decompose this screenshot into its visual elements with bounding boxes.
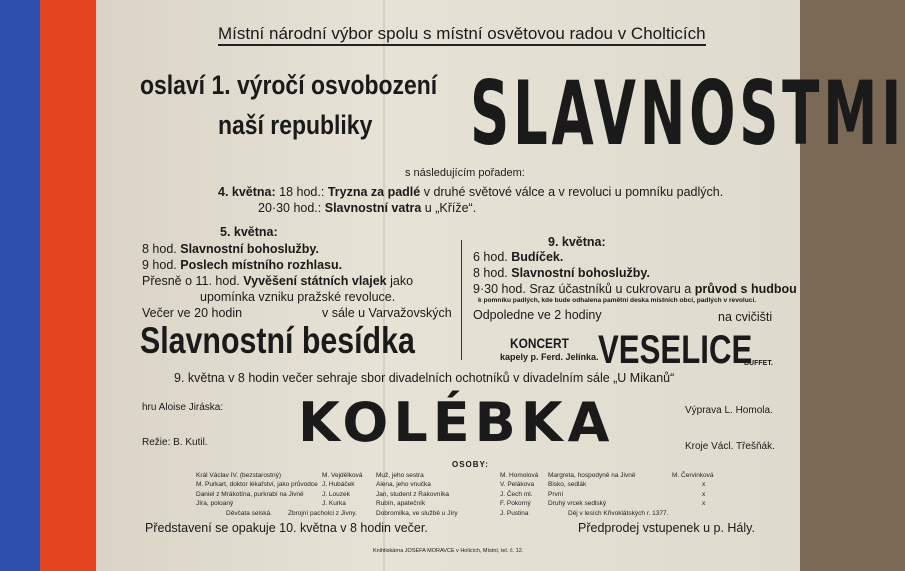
cast-role: Jíra, poloaný: [196, 500, 234, 508]
cast-col-3: [376, 471, 458, 518]
cast-role: Muž, jeho sestra: [376, 472, 424, 479]
veselice-title: VESELICE: [598, 328, 753, 372]
cast-actor: Zbrojní pacholci z Jivny.: [288, 509, 357, 517]
may9-line4: k pomníku padlých, kde bude odhalena pamětní deska místních obcí, padlých v revoluci.: [478, 297, 757, 304]
cast-actor: F. Pokorný: [500, 500, 531, 508]
may9-line2: [473, 267, 650, 280]
may4-time2: 20·30 hod.:: [258, 201, 322, 215]
may9-title3: průvod s hudbou: [694, 282, 797, 296]
cast-role: První: [548, 490, 564, 498]
may4-rest1: v druhé světové válce a v revoluci u pomníku padlých.: [423, 185, 724, 199]
may5-heading: 5. května:: [220, 225, 278, 239]
may5-venue: v sále u Varvažovských: [322, 306, 452, 320]
flag-blue-stripe: [0, 0, 40, 571]
cast-col-4: [500, 471, 538, 518]
play-author: hru Aloise Jiráska:: [142, 402, 224, 413]
cast-role: Daniel z Mrákotína, purkrabí na Jivně: [196, 490, 304, 498]
cast-role: Margreta, hospodyně na Jivně: [548, 472, 636, 479]
may5-time1: 8 hod.: [142, 242, 177, 256]
footer-repeat: Představení se opakuje 10. května v 8 hodin večer.: [145, 521, 428, 535]
may9-line1: [473, 251, 563, 264]
play-director: Režie: B. Kutil.: [142, 437, 208, 448]
cast-role: Alena, jeho vnučka: [376, 481, 431, 489]
may5-line1: [142, 243, 319, 256]
may5-rest3: jako: [390, 274, 414, 288]
koncert-label: KONCERT: [510, 335, 569, 351]
cast-heading: OSOBY:: [452, 460, 489, 469]
cast-col-5: [548, 471, 668, 518]
cast-col-6: [672, 471, 714, 509]
may5-title1: Slavnostní bohoslužby.: [180, 242, 319, 256]
may5-line2: [142, 259, 342, 272]
cast-actor: J. Hubáček: [322, 481, 355, 489]
cast-role: Bisko, sedlák: [548, 481, 587, 489]
cast-role: Rubín, apatečník: [376, 500, 426, 508]
flag-red-stripe: [40, 0, 96, 571]
footer-tickets: Předprodej vstupenek u p. Hály.: [578, 521, 755, 535]
cast-role: Děj v lesích Křivoklátských r. 1377.: [568, 509, 669, 517]
cast-actor: x: [702, 481, 706, 489]
may4-title2: Slavnostní vatra: [324, 201, 422, 215]
may9-title2: Slavnostní bohoslužby.: [511, 266, 650, 280]
may9-title1: Budíček.: [511, 250, 564, 264]
cast-actor: x: [702, 490, 706, 498]
may5-line4: upomínka vzniku pražské revoluce.: [200, 290, 396, 304]
cast-actor: V. Pelákova: [500, 481, 535, 489]
play-announcement: 9. května v 8 hodin večer sehraje sbor divadelních ochotníků v divadelním sále „U Mikanů“: [174, 371, 675, 385]
cast-actor: x: [702, 500, 706, 508]
cast-col-2: [288, 471, 363, 518]
cast-role: Dobromilka, ve službě u Jíry: [376, 509, 458, 517]
cast-role: Jan, student z Rakovníka: [376, 490, 449, 498]
may9-afternoon: Odpoledne ve 2 hodiny: [473, 308, 602, 322]
printer-imprint: Knihtiskárna JOSEFA MORAVCE v Holicích, Místní, tel. č. 12.: [373, 548, 524, 554]
may9-line3: [473, 283, 797, 296]
may9-time1: 6 hod.: [473, 250, 508, 264]
may9-place: na cvičišti: [718, 310, 773, 324]
cast-actor: M. Vejdělková: [322, 472, 363, 479]
cast-role: Druhý vrcek sedlský: [548, 500, 607, 508]
title-line-1: oslaví 1. výročí osvobození: [140, 70, 438, 100]
kapela-label: kapely p. Ferd. Jelínka.: [500, 352, 599, 362]
may4-time1: 18 hod.:: [279, 185, 325, 199]
cast-role: Děvčata selská.: [226, 509, 272, 517]
cast-role: M. Purkart, doktor lékařství, jako průvodce: [196, 481, 318, 489]
may9-heading: 9. května:: [548, 235, 606, 249]
play-costumes: Kroje Václ. Třešňák.: [685, 441, 775, 452]
may4-line1: [218, 186, 723, 199]
may9-rest3: Sraz účastníků u cukrovaru a: [529, 282, 692, 296]
may5-time3: Přesně o 11. hod.: [142, 274, 240, 288]
cast-actor: J. Louzek: [322, 490, 350, 498]
play-design: Výprava L. Homola.: [685, 405, 773, 416]
buffet-label: BUFFET.: [744, 360, 773, 367]
may5-evening: Večer ve 20 hodin: [142, 306, 243, 320]
may4-title1: Tryzna za padlé: [327, 185, 421, 199]
may4-rest2: u „Kříže“.: [424, 201, 477, 215]
play-title: KOLÉBKA: [298, 391, 615, 454]
cast-actor: J. Pustina: [500, 509, 529, 517]
may9-time2: 8 hod.: [473, 266, 508, 280]
cast-actor: M. Červinková: [672, 472, 714, 479]
may5-line3: [142, 275, 413, 288]
cast-actor: J. Kurka: [322, 500, 346, 508]
cast-actor: J. Čech ml.: [500, 490, 533, 498]
may5-title2: Poslech místního rozhlasu.: [180, 258, 343, 272]
title-big: SLAVNOSTMI: [470, 62, 905, 165]
cast-role: Král Václav IV. (bezstarostný): [196, 472, 282, 479]
title-line-2: naší republiky: [218, 110, 373, 140]
may9-time3: 9·30 hod.: [473, 282, 526, 296]
order-intro: s následujícím pořadem:: [405, 167, 525, 179]
may4-date: 4. května:: [218, 185, 276, 199]
organizer-header: Místní národní výbor spolu s místní osvětovou radou v Cholticích: [218, 25, 706, 46]
may5-time2: 9 hod.: [142, 258, 177, 272]
column-divider: [461, 240, 462, 360]
besidka-title: Slavnostní besídka: [140, 320, 415, 361]
may4-line2: [258, 202, 476, 215]
cast-actor: M. Homolová: [500, 472, 539, 479]
may5-title3: Vyvěšení státních vlajek: [243, 274, 387, 288]
